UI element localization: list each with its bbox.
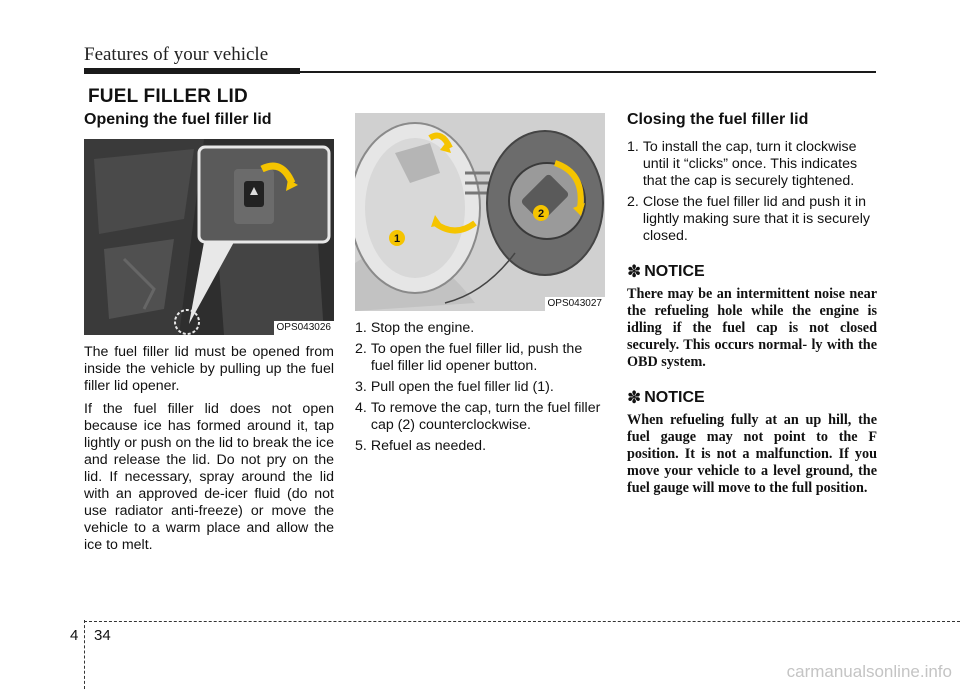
notice-text: There may be an intermittent noise near the refueling hole while the engine is idling if the fuel cap is not closed securely. This occurs normal- ly with the OBD system.	[627, 286, 877, 370]
header-rule-thick	[84, 68, 300, 74]
header-rule-thin	[300, 71, 876, 73]
list-item: 4. To remove the cap, turn the fuel filler cap (2) counterclockwise.	[355, 400, 601, 433]
lid-opener-illustration	[84, 139, 334, 335]
section-title: FUEL FILLER LID	[88, 86, 248, 107]
opening-paragraph: The fuel filler lid must be opened from inside the vehicle by pulling up the fuel filler lid opener.	[84, 344, 334, 394]
notice-title: NOTICE	[644, 263, 705, 280]
column-steps	[355, 113, 605, 459]
page-header-title: Features of your vehicle	[84, 44, 269, 65]
fuel-cap-illustration	[355, 113, 605, 311]
notice-star-icon: ✽	[627, 388, 642, 407]
column-opening	[84, 110, 334, 560]
notice-title: NOTICE	[644, 389, 705, 406]
closing-heading: Closing the fuel filler lid	[627, 111, 809, 128]
notice-text: When refueling fully at an up hill, the fuel gauge may not point to the F position. It is not a malfunction. If you move your vehicle to a level ground, the fuel gauge will move to the full position.	[627, 412, 877, 496]
list-item: 1. To install the cap, turn it clockwise until it “clicks” once. This indicates that the cap is securely tightened.	[627, 139, 858, 189]
figure-lid-opener	[84, 139, 334, 335]
chapter-number: 4	[70, 627, 79, 644]
list-item: 2. To open the fuel filler lid, push the fuel filler lid opener button.	[355, 341, 583, 374]
figure-fuel-cap	[355, 113, 605, 311]
list-item: 2. Close the fuel filler lid and push it in lightly making sure that it is securely closed.	[627, 194, 870, 244]
closing-steps-list	[627, 139, 877, 245]
column-closing	[627, 110, 877, 497]
list-item: 5. Refuel as needed.	[355, 438, 487, 454]
figure-caption: OPS043027	[545, 297, 606, 311]
footer-rule-vertical	[84, 620, 85, 689]
page-number: 34	[94, 627, 111, 644]
figure-caption: OPS043026	[274, 321, 335, 335]
callout-number: 1	[393, 233, 401, 245]
list-item: 1. Stop the engine.	[355, 320, 475, 336]
opening-paragraph: If the fuel filler lid does not open because ice has formed around it, tap lightly or push on the lid to break the ice and release the lid. Do not pry on the lid. If necessary, spray around the lid with an approved de-icer fluid (do not use radiator anti-freeze) or move the vehicle to a warm place and allow the ice to melt.	[84, 401, 335, 553]
watermark: carmanualsonline.info	[786, 662, 952, 681]
footer-rule-horizontal	[84, 621, 960, 622]
opening-heading: Opening the fuel filler lid	[84, 111, 272, 128]
notice-star-icon: ✽	[627, 262, 642, 281]
notice-heading	[627, 263, 877, 280]
opening-steps-list	[355, 320, 605, 455]
notice-heading	[627, 389, 877, 406]
list-item: 3. Pull open the fuel filler lid (1).	[355, 379, 554, 395]
callout-number: 2	[537, 208, 545, 220]
